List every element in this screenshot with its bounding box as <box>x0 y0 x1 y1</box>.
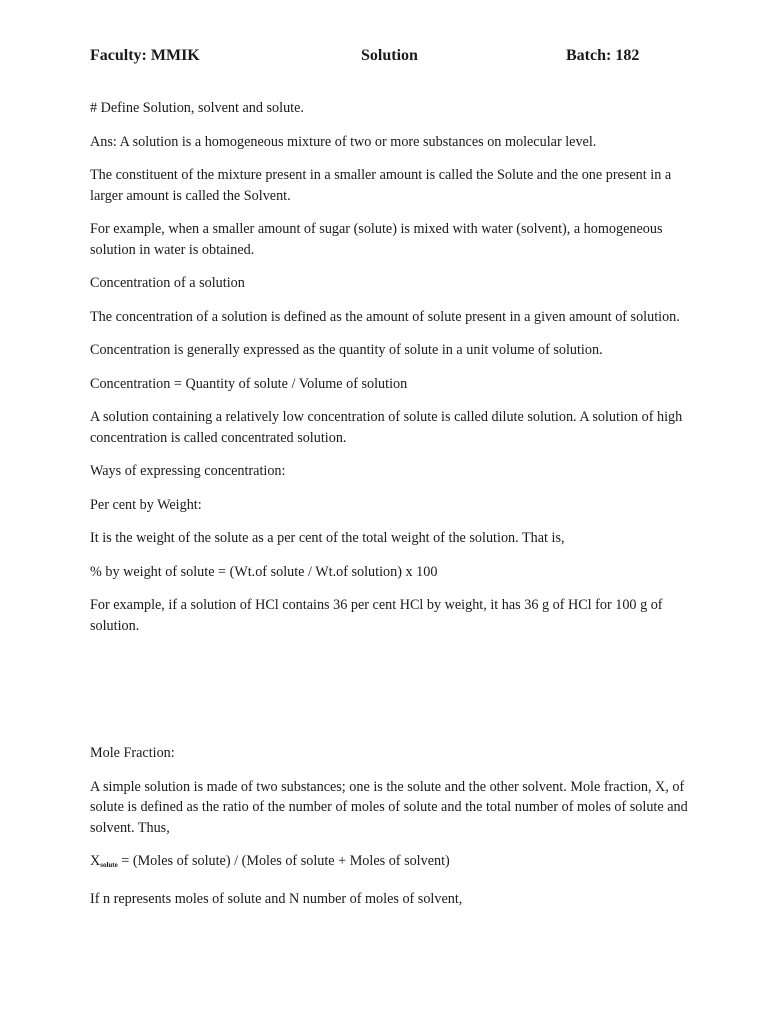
document-body <box>90 98 690 922</box>
ways-heading: Ways of expressing concentration: <box>90 463 286 479</box>
concentration-formula: Concentration = Quantity of solute / Volume of solution <box>90 375 408 392</box>
percent-weight-definition: It is the weight of the solute as a per cent of the total weight of the solution. That is, <box>90 530 565 546</box>
solute-solvent-paragraph: The constituent of the mixture present in a smaller amount is called the Solute and the one present in a larger amount is called the Solvent. <box>90 167 672 204</box>
concentration-expression: Concentration is generally expressed as the quantity of solute in a unit volume of solution. <box>90 342 603 358</box>
faculty-label: Faculty: MMIK <box>90 47 200 64</box>
mole-fraction-formula <box>90 851 690 876</box>
percent-weight-formula: % by weight of solute = (Wt.of solute / Wt.of solution) x 100 <box>90 563 438 580</box>
mole-fraction-subscript: solute <box>100 861 118 869</box>
moles-notation-paragraph: If n represents moles of solute and N number of moles of solvent, <box>90 890 463 907</box>
mole-fraction-symbol: X <box>90 853 101 869</box>
mole-fraction-definition: A simple solution is made of two substances; one is the solute and the other solvent. Mole fraction, X, of solute is defined as the ratio of the number of moles of solute and the total number of moles of solute and solvent. Thus, <box>90 778 688 836</box>
mole-fraction-heading: Mole Fraction: <box>90 745 175 761</box>
mole-fraction-expression: = (Moles of solute) / (Moles of solute + Moles of solvent) <box>117 853 450 869</box>
hcl-example-paragraph: For example, if a solution of HCl contains 36 per cent HCl by weight, it has 36 g of HCl for 100 g of solution. <box>90 597 663 634</box>
concentration-heading: Concentration of a solution <box>90 275 245 291</box>
percent-weight-heading: Per cent by Weight: <box>90 496 202 513</box>
dilute-concentrated-paragraph: A solution containing a relatively low concentration of solute is called dilute solution. A solution of high concentration is called concentrated solution. <box>90 409 683 446</box>
document-title: Solution <box>361 47 418 64</box>
batch-label: Batch: 182 <box>566 47 640 64</box>
concentration-definition: The concentration of a solution is defined as the amount of solute present in a given amount of solution. <box>90 308 680 325</box>
blank-space <box>90 649 690 743</box>
answer-definition: Ans: A solution is a homogeneous mixture of two or more substances on molecular level. <box>90 133 597 150</box>
page-header <box>90 47 650 69</box>
sugar-example-paragraph: For example, when a smaller amount of sugar (solute) is mixed with water (solvent), a homogeneous solution in water is obtained. <box>90 221 663 258</box>
question-heading: # Define Solution, solvent and solute. <box>90 100 304 116</box>
